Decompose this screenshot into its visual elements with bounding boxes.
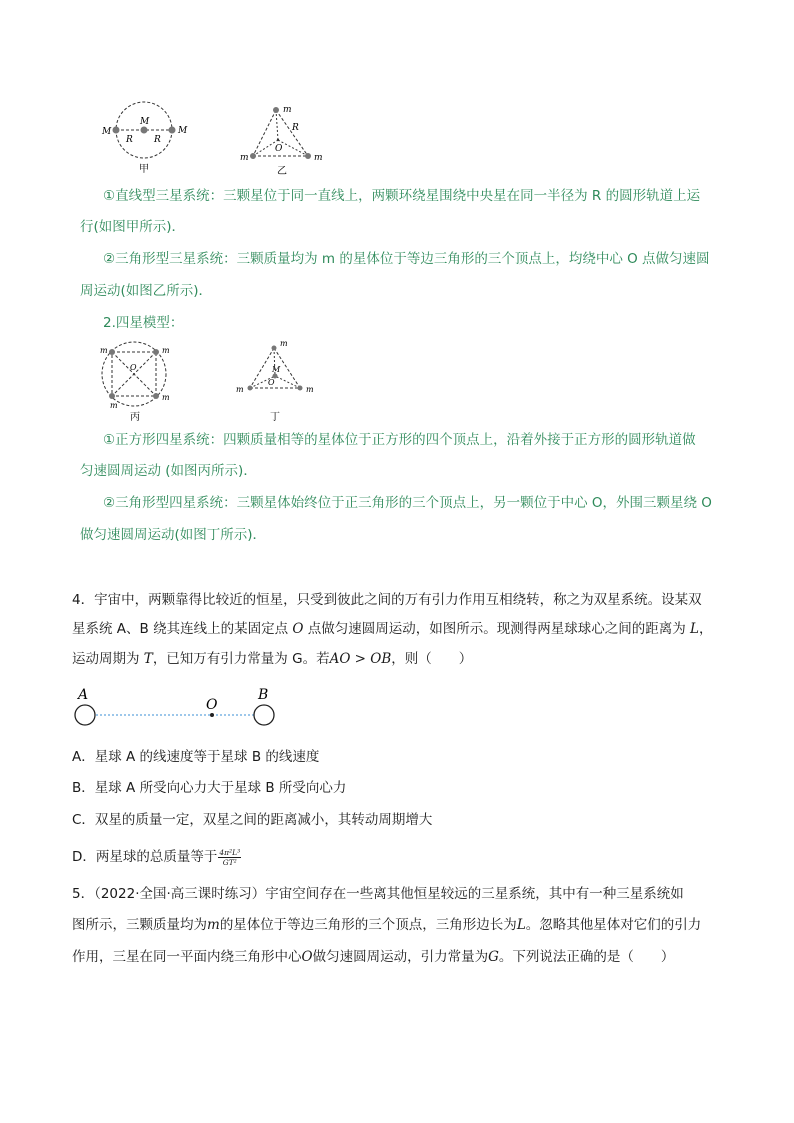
- label-a: A: [78, 687, 89, 703]
- text: 的星体位于等边三角形的三个顶点，三角形边长为: [219, 917, 517, 933]
- var-l: L: [516, 917, 526, 933]
- q4-option-a[interactable]: A．星球 A 的线速度等于星球 B 的线速度: [72, 749, 320, 765]
- label-m-left: M: [102, 127, 112, 137]
- label-m-top: m: [283, 105, 292, 115]
- text-line: ①直线型三星系统：三颗星位于同一直线上，两颗环绕星围绕中央星在同一半径为 R 的圆形轨道上运: [103, 188, 701, 204]
- q5-line-1: 5．（2022·全国·高三课时练习）宇宙空间存在一些离其他恒星较远的三星系统，其中有一种三星系统如: [72, 886, 684, 902]
- var-l: L: [690, 621, 700, 637]
- caption-ding: 丁: [270, 412, 280, 423]
- three-star-item-1-cont: [80, 213, 740, 242]
- q4-line-3: [72, 645, 752, 674]
- label-m-right: m: [306, 385, 314, 394]
- label-m-right: M: [178, 126, 188, 136]
- caption-jia: 甲: [139, 164, 149, 175]
- text: ，: [699, 621, 713, 637]
- point-o: [210, 713, 214, 717]
- q4-option-d[interactable]: [72, 843, 241, 872]
- label-o: O: [275, 144, 283, 154]
- text: 作用，三星在同一平面内绕三角形中心: [72, 949, 302, 965]
- figure-ding: [232, 336, 322, 426]
- q4-figure: [72, 683, 292, 727]
- text: ，已知万有引力常量为 G。若: [152, 651, 330, 667]
- label-o: O: [130, 363, 137, 372]
- four-star-item-2-cont: 做匀速圆周运动(如图丁所示)．: [80, 527, 267, 543]
- q4-line-1: 4．宇宙中，两颗靠得比较近的恒星，只受到彼此之间的万有引力作用互相绕转，称之为双星系统。设某双: [72, 592, 702, 608]
- denominator: GT²: [222, 857, 237, 867]
- text: D．两星球的总质量等于: [72, 849, 218, 865]
- figure-yi: [236, 100, 336, 178]
- text: 。下列说法正确的是（ ）: [498, 949, 675, 965]
- label-m-left: m: [240, 153, 249, 163]
- text-line: ②三角形型三星系统：三颗质量均为 m 的星体位于等边三角形的三个顶点上，均绕中心 O 点做匀速圆: [103, 251, 710, 267]
- label-m-center: M: [140, 117, 150, 127]
- four-star-item-2: ②三角形型四星系统：三颗星体始终位于正三角形的三个顶点上，另一颗位于中心 O，外围三颗星绕 O: [103, 495, 712, 511]
- label-m: m: [162, 393, 170, 402]
- label-m-center: M: [272, 365, 281, 374]
- text: 运动周期为: [72, 651, 144, 667]
- label-r-right: R: [154, 135, 161, 145]
- var-o: O: [301, 949, 313, 965]
- label-m-top: m: [280, 339, 288, 348]
- label-o: O: [206, 697, 218, 713]
- figure-jia: [98, 100, 198, 178]
- figure-bing: [96, 338, 176, 422]
- star-dot: [169, 127, 176, 134]
- label-m: m: [162, 346, 170, 355]
- four-star-heading: 2.四星模型：: [103, 315, 184, 331]
- three-star-item-2: [103, 245, 763, 274]
- var-t: T: [143, 651, 153, 667]
- three-star-item-2-cont: [80, 277, 740, 306]
- text-line: 周运动(如图乙所示)．: [80, 283, 213, 299]
- condition: AO > OB: [329, 651, 392, 667]
- var-m: m: [207, 917, 220, 933]
- var-o: O: [292, 621, 304, 637]
- q4-option-c[interactable]: C．双星的质量一定，双星之间的距离减小，其转动周期增大: [72, 812, 433, 828]
- caption-yi: 乙: [277, 166, 287, 177]
- label-m: m: [110, 401, 118, 410]
- three-star-item-1: [103, 182, 763, 211]
- label-r-left: R: [126, 135, 133, 145]
- label-r: R: [292, 123, 299, 133]
- label-m-right: m: [314, 153, 323, 163]
- q5-line-2: [72, 911, 762, 940]
- text: 图所示，三颗质量均为: [72, 917, 207, 933]
- q5-line-3: [72, 943, 762, 972]
- star-dot: [141, 127, 148, 134]
- text: 星系统 A、B 绕其连线上的某固定点: [72, 621, 293, 637]
- label-o: O: [268, 378, 275, 387]
- text: 。忽略其他星体对它们的引力: [525, 917, 702, 933]
- label-b: B: [258, 687, 269, 703]
- star-b: [254, 705, 274, 725]
- numerator: 4π²L³: [219, 847, 241, 857]
- label-m-left: m: [236, 385, 244, 394]
- four-star-item-1-cont: 匀速圆周运动 (如图丙所示)．: [80, 463, 257, 479]
- text: 点做匀速圆周运动，如图所示。现测得两星球球心之间的距离为: [303, 621, 691, 637]
- star-a: [75, 705, 95, 725]
- caption-bing: 丙: [130, 412, 140, 422]
- text-line: 行(如图甲所示)．: [80, 219, 186, 235]
- fraction: [218, 848, 241, 867]
- star-dot: [113, 127, 120, 134]
- q4-option-b[interactable]: B．星球 A 所受向心力大于星球 B 所受向心力: [72, 780, 347, 796]
- text: 做匀速圆周运动，引力常量为: [312, 949, 489, 965]
- four-star-item-1: ①正方形四星系统：四颗质量相等的星体位于正方形的四个顶点上，沿着外接于正方形的圆形轨道做: [103, 432, 696, 448]
- text: ，则（ ）: [391, 651, 473, 667]
- q4-line-2: [72, 615, 752, 644]
- label-m: m: [100, 346, 108, 355]
- var-g: G: [488, 949, 499, 965]
